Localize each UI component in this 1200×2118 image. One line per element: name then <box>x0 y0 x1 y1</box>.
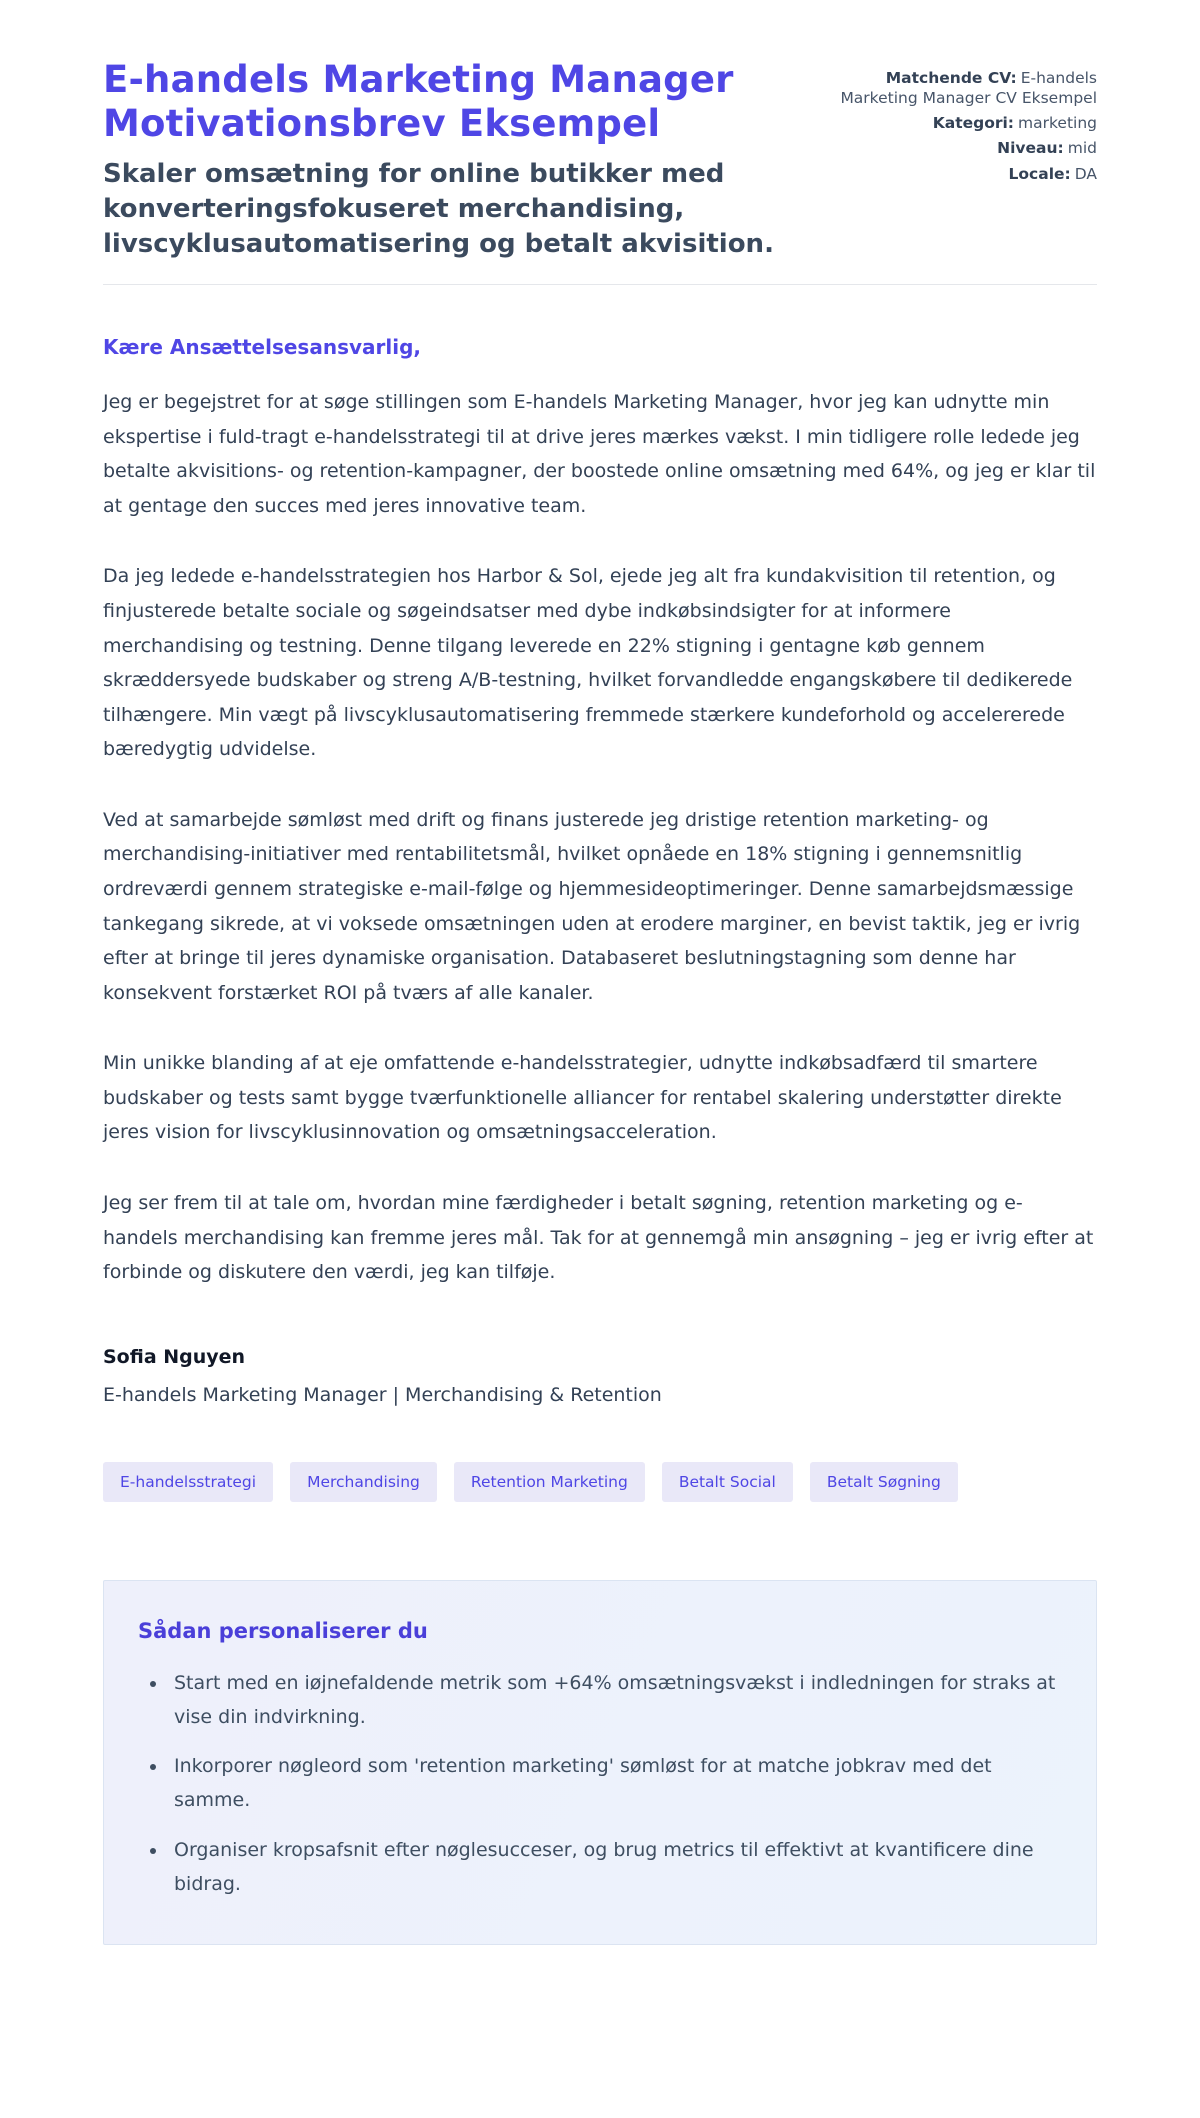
letter-paragraph: Jeg ser frem til at tale om, hvordan mine færdigheder i betalt søgning, retention marketing og e-handels merchandising kan fremme jeres mål. Tak for at gennemgå min ansøgning – jeg er ivrig efter at forbinde og diskutere den værdi, jeg kan tilføje. <box>103 1192 1094 1284</box>
meta-label: Niveau: <box>997 139 1064 158</box>
letter-paragraph: Da jeg ledede e-handelsstrategien hos Harbor & Sol, ejede jeg alt fra kundakvisition til retention, og finjusterede betalte sociale og søgeindsatser med dybe indkøbsindsigter for at informere merchandising og testning. Denne tilgang leverede en 22% stigning i gentagne køb gennem skræddersyede budskaber og streng A/B-testning, hvilket forvandledde engangskøbere til dedikerede tilhængere. Min vægt på livscyklusautomatisering fremmede stærkere kundeforhold og accelererede bæredygtig udvidelse. <box>103 565 1073 761</box>
letter-paragraph: Ved at samarbejde sømløst med drift og finans justerede jeg dristige retention marketing- og merchandising-initiativer med rentabilitetsmål, hvilket opnåede en 18% stigning i gennemsnitlig ordreværdi gennem strategiske e-mail-følge og hjemmesideoptimeringer. Denne samarbejdsmæssige tankegang sikrede, at vi voksede omsætningen uden at erodere marginer, en bevist taktik, jeg er ivrig efter at bringe til jeres dynamiske organisation. Databaseret beslutningstagning som denne har konsekvent forstærket ROI på tværs af alle kanaler. <box>103 808 1081 1004</box>
meta-value: marketing <box>1018 114 1097 133</box>
tips-list <box>138 1667 1062 1902</box>
page-subtitle: Skaler omsætning for online butikker med konverteringsfokuseret merchandising, livscyklusautomatisering og betalt akvisition. <box>103 158 774 259</box>
tag-chip-paid-search[interactable]: Betalt Søgning <box>810 1462 958 1502</box>
skill-tags-row <box>103 1462 1097 1502</box>
meta-value: E-handels Marketing Manager CV Eksempel <box>840 69 1097 108</box>
letter-paragraph: Min unikke blanding af at eje omfattende e-handelsstrategier, udnytte indkøbsadfærd til smartere budskaber og tests samt bygge tværfunktionelle alliancer for rentabel skalering understøtter direkte jeres vision for livscyklusinnovation og omsætningsacceleration. <box>103 1052 1062 1144</box>
meta-label: Matchende CV: <box>885 69 1017 87</box>
tips-list-item: • Start med en iøjnefaldende metrik som +64% omsætningsvækst i indledningen for straks at vise din indvirkning. <box>168 1667 1062 1735</box>
signature-role: E-handels Marketing Manager | Merchandising & Retention <box>103 1383 662 1406</box>
tag-chip-retention-marketing[interactable]: Retention Marketing <box>454 1462 645 1502</box>
page-container <box>103 0 1097 1945</box>
signature-block <box>103 1346 1097 1406</box>
meta-category <box>839 113 1097 133</box>
signature-name: Sofia Nguyen <box>103 1345 246 1368</box>
cover-letter-body <box>103 335 1097 1406</box>
tips-list-item: • Organiser kropsafsnit efter nøglesucceser, og brug metrics til effektivt at kvantificere dine bidrag. <box>168 1834 1062 1902</box>
page-header <box>103 58 1097 262</box>
letter-paragraph: Jeg er begejstret for at søge stillingen som E-handels Marketing Manager, hvor jeg kan udnytte min ekspertise i fuld-tragt e-handelsstrategi til at drive jeres mærkes vækst. I min tidligere rolle ledede jeg betalte akvisitions- og retention-kampagner, der boostede online omsætning med 64%, og jeg er klar til at gentage den succes med jeres innovative team. <box>103 391 1096 517</box>
header-divider <box>103 284 1097 285</box>
tag-chip-ecommerce-strategy[interactable]: E-handelsstrategi <box>103 1462 273 1502</box>
meta-level <box>839 138 1097 158</box>
meta-block <box>839 58 1097 189</box>
meta-matching-cv <box>839 68 1097 108</box>
meta-value: DA <box>1074 164 1097 183</box>
tips-list-item: • Inkorporer nøgleord som 'retention marketing' sømløst for at matche jobkrav med det samme. <box>168 1750 1062 1818</box>
title-block <box>103 58 783 262</box>
meta-locale <box>839 164 1097 184</box>
page-title: E-handels Marketing Manager Motivationsbrev Eksempel <box>103 58 734 146</box>
tag-chip-merchandising[interactable]: Merchandising <box>290 1462 437 1502</box>
tips-title: Sådan personaliserer du <box>138 1618 428 1643</box>
meta-label: Kategori: <box>932 114 1015 133</box>
tag-chip-paid-social[interactable]: Betalt Social <box>662 1462 793 1502</box>
personalization-tips-box <box>103 1580 1097 1945</box>
meta-value: mid <box>1067 139 1097 158</box>
meta-label: Locale: <box>1008 164 1071 183</box>
letter-greeting: Kære Ansættelsesansvarlig, <box>103 335 421 360</box>
